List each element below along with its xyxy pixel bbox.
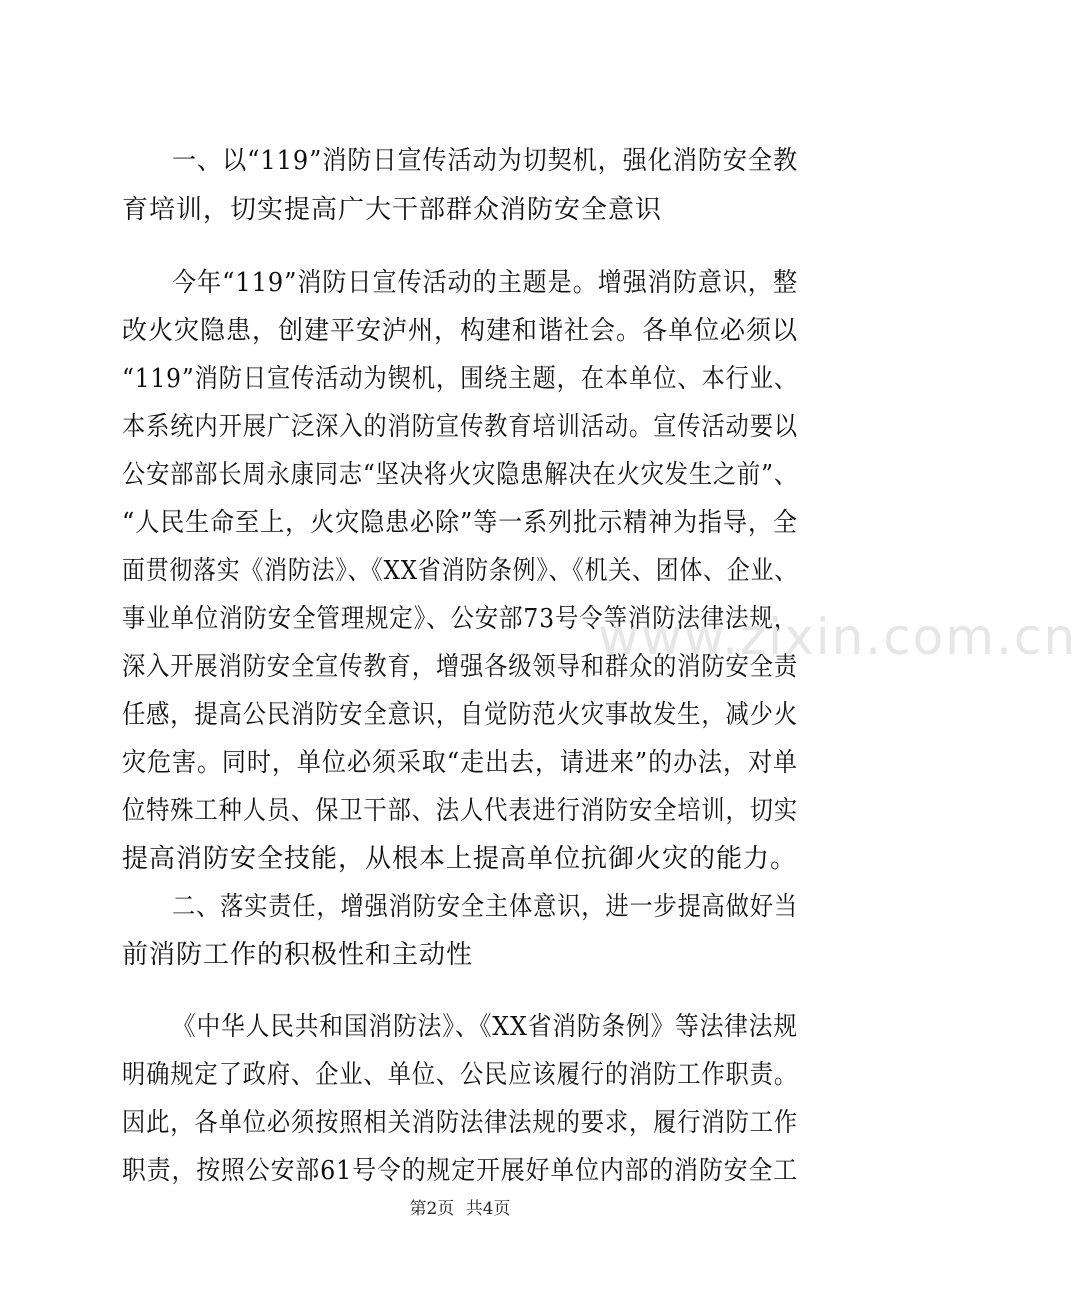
page-total: 共4页: [465, 1199, 511, 1219]
paragraph-line: 灾危害。同时，单位必须采取“走出去，请进来”的办法，对单: [122, 748, 798, 778]
paragraph-line: 改火灾隐患，创建平安泸州，构建和谐社会。各单位必须以: [122, 316, 798, 346]
page-footer: [0, 1198, 920, 1220]
heading-1-line: 一、以“119”消防日宣传活动为切契机，强化消防安全教: [172, 146, 798, 176]
paragraph-line: 事业单位消防安全管理规定》、公安部73号令等消防法律法规，: [122, 604, 798, 634]
paragraph-line: “119”消防日宣传活动为锲机，围绕主题，在本单位、本行业、: [122, 364, 798, 394]
paragraph-line: 提高消防安全技能，从根本上提高单位抗御火灾的能力。: [122, 844, 798, 874]
paragraph-line: 公安部部长周永康同志“坚决将火灾隐患解决在火灾发生之前”、: [122, 460, 798, 490]
heading-2-line: 二、落实责任，增强消防安全主体意识，进一步提高做好当: [172, 892, 798, 922]
paragraph-line: 《中华人民共和国消防法》、《XX省消防条例》等法律法规: [172, 1012, 798, 1042]
paragraph-line: “人民生命至上，火灾隐患必除”等一系列批示精神为指导，全: [122, 508, 798, 538]
watermark: www.zixin.com.cn: [598, 608, 1078, 666]
paragraph-line: 深入开展消防安全宣传教育，增强各级领导和群众的消防安全责: [122, 652, 798, 682]
heading-2-line: 前消防工作的积极性和主动性: [122, 940, 474, 970]
heading-1-line: 育培训，切实提高广大干部群众消防安全意识: [122, 195, 663, 225]
paragraph-line: 今年“119”消防日宣传活动的主题是。增强消防意识，整: [172, 268, 798, 298]
paragraph-line: 本系统内开展广泛深入的消防宣传教育培训活动。宣传活动要以: [122, 412, 798, 442]
paragraph-line: 因此，各单位必须按照相关消防法律法规的要求，履行消防工作: [122, 1108, 798, 1138]
paragraph-line: 位特殊工种人员、保卫干部、法人代表进行消防安全培训，切实: [122, 796, 798, 826]
paragraph-line: 面贯彻落实《消防法》、《XX省消防条例》、《机关、团体、企业、: [122, 556, 798, 586]
paragraph-line: 职责，按照公安部61号令的规定开展好单位内部的消防安全工: [122, 1156, 798, 1186]
paragraph-line: 明确规定了政府、企业、单位、公民应该履行的消防工作职责。: [122, 1060, 798, 1090]
paragraph-line: 任感，提高公民消防安全意识，自觉防范火灾事故发生，减少火: [122, 700, 798, 730]
page-number: 第2页: [409, 1199, 455, 1219]
